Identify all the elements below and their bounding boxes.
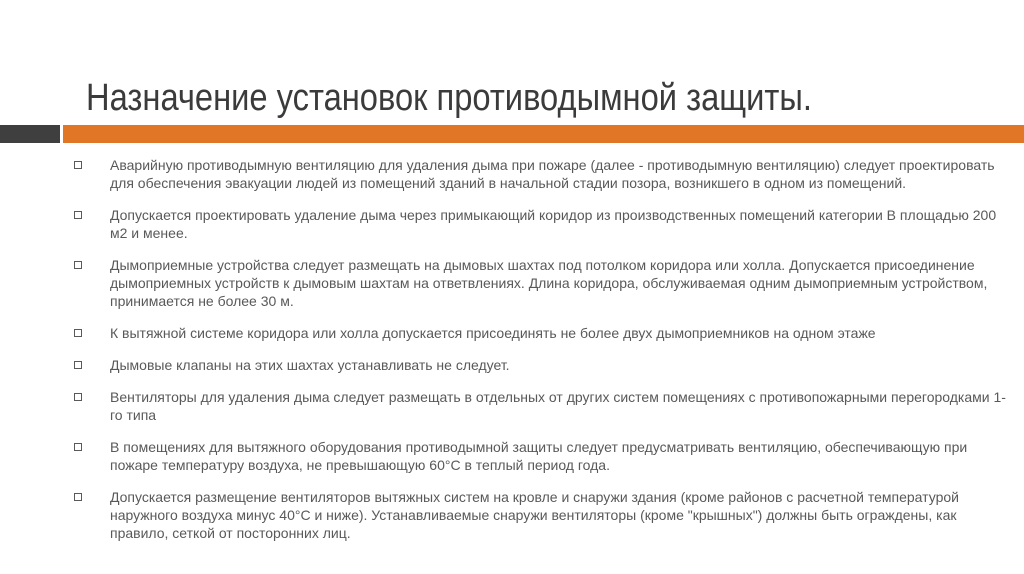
list-item — [74, 256, 1010, 310]
hollow-square-icon — [74, 443, 82, 451]
title-underline-dark-bar — [0, 125, 63, 143]
hollow-square-icon — [74, 493, 82, 501]
slide-title: Назначение установок противодымной защиты. — [86, 77, 812, 119]
hollow-square-icon — [74, 161, 82, 169]
list-item-text: В помещениях для вытяжного оборудования противодымной защиты следует предусматривать вентиляцию, обеспечивающую при пожаре температуру воздуха, не превышающую 60°С в теплый период года. — [110, 439, 968, 473]
list-item — [74, 156, 1010, 192]
list-item-text: Аварийную противодымную вентиляцию для удаления дыма при пожаре (далее - противодымную вентиляцию) следует проектировать для обеспечения эвакуации людей из помещений зданий в начальной стадии позора, возникшего в одном из помещений. — [110, 157, 995, 191]
list-item — [74, 438, 1010, 474]
list-item-text: Допускается размещение вентиляторов вытяжных систем на кровле и снаружи здания (кроме районов с расчетной температурой наружного воздуха минус 40°С и ниже). Устанавливаемые снаружи вентиляторы (кроме "крышных") должны быть ограждены, как правило, сеткой от посторонних лиц. — [110, 489, 959, 541]
list-item — [74, 488, 1010, 542]
bullet-list — [74, 156, 1024, 556]
list-item — [74, 206, 1010, 242]
list-item-text: Допускается проектировать удаление дыма через примыкающий коридор из производственных помещений категории В площадью 200 м2 и менее. — [110, 207, 997, 241]
list-item-text: Вентиляторы для удаления дыма следует размещать в отдельных от других систем помещениях с противопожарными перегородками 1-го типа — [110, 389, 1006, 423]
title-underline-accent-bar — [63, 125, 1024, 143]
hollow-square-icon — [74, 361, 82, 369]
list-item — [74, 388, 1010, 424]
hollow-square-icon — [74, 211, 82, 219]
hollow-square-icon — [74, 329, 82, 337]
list-item-text: К вытяжной системе коридора или холла допускается присоединять не более двух дымоприемников на одном этаже — [110, 325, 876, 341]
hollow-square-icon — [74, 261, 82, 269]
list-item-text: Дымовые клапаны на этих шахтах устанавливать не следует. — [110, 357, 510, 373]
list-item — [74, 324, 1010, 342]
list-item — [74, 356, 1010, 374]
hollow-square-icon — [74, 393, 82, 401]
list-item-text: Дымоприемные устройства следует размещать на дымовых шахтах под потолком коридора или холла. Допускается присоединение дымоприемных устройств к дымовым шахтам на ответвлениях. Длина коридора, обслуживаемая одним дымоприемным устройством, принимается не более 30 м. — [110, 257, 988, 309]
